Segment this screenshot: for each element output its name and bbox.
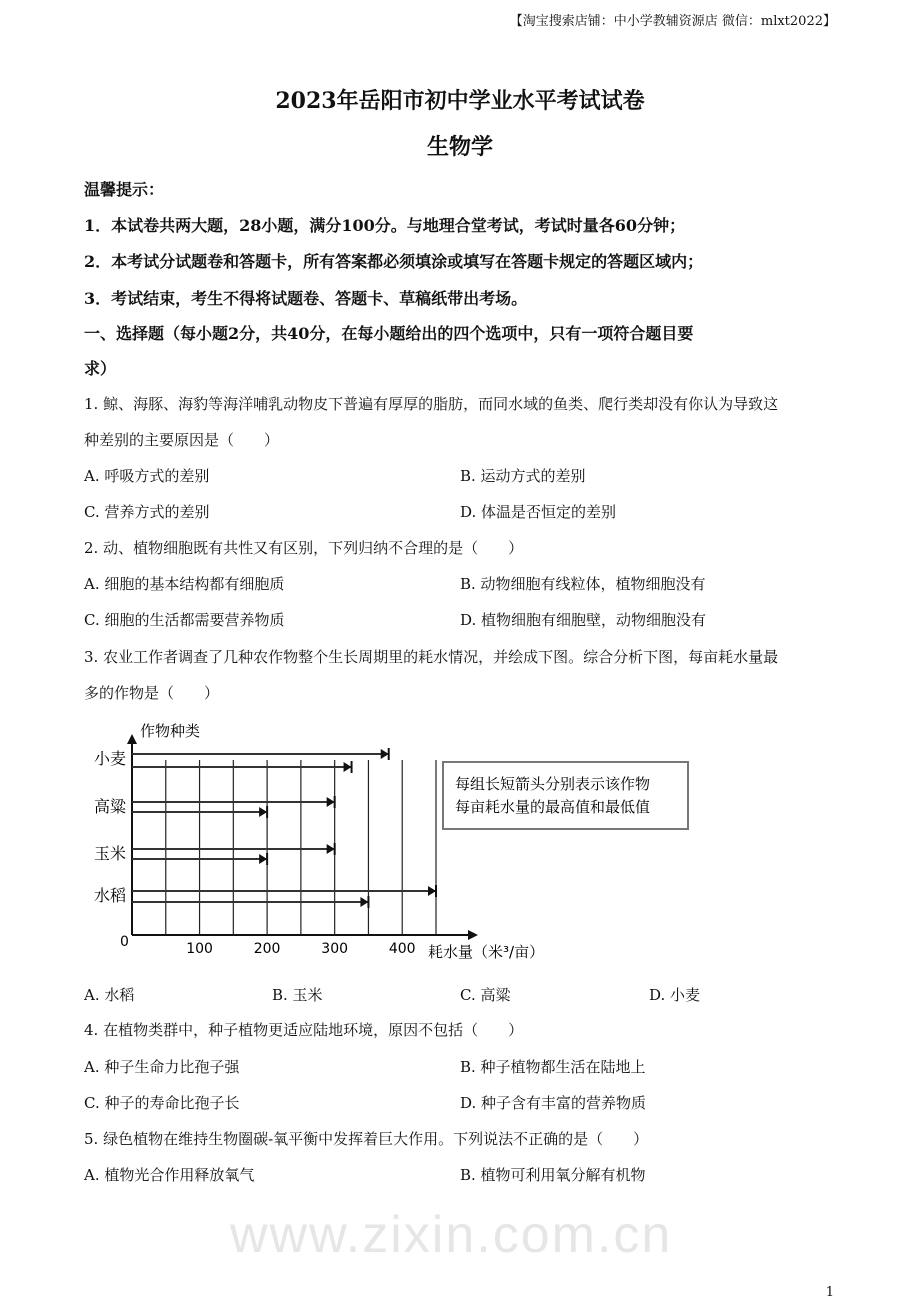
arrow-head-icon <box>381 749 389 759</box>
y-axis-label: 作物种类 <box>140 722 201 740</box>
water-consumption-chart <box>0 700 920 975</box>
tip-3: 3．考试结束，考生不得将试题卷、答题卡、草稿纸带出考场。 <box>84 289 528 308</box>
section-heading: 一、选择题（每小题2分，共40分，在每小题给出的四个选项中，只有一项符合题目要 <box>84 324 694 343</box>
arrow-head-icon <box>327 797 335 807</box>
q4-option-a: A. 种子生命力比孢子强 <box>84 1058 240 1076</box>
section-heading-cont: 求） <box>84 359 117 378</box>
q5-stem: 5. 绿色植物在维持生物圈碳-氧平衡中发挥着巨大作用。下列说法不正确的是（ ） <box>84 1130 649 1148</box>
watermark: www.zixin.com.cn <box>230 1206 673 1264</box>
origin-label: 0 <box>120 934 129 950</box>
q3-option-d: D. 小麦 <box>649 986 701 1004</box>
y-axis-arrow-icon <box>127 734 137 744</box>
q3-option-a: A. 水稻 <box>84 986 135 1004</box>
legend-text: 每组长短箭头分别表示该作物 <box>455 775 651 793</box>
q3-stem-cont: 多的作物是（ ） <box>84 684 220 702</box>
q5-option-b: B. 植物可利用氧分解有机物 <box>460 1166 646 1184</box>
q1-option-c: C. 营养方式的差别 <box>84 503 210 521</box>
arrow-head-icon <box>259 807 267 817</box>
q3-stem: 3. 农业工作者调查了几种农作物整个生长周期里的耗水情况，并绘成下图。综合分析下图，每亩耗水量最 <box>84 648 779 666</box>
arrow-head-icon <box>327 844 335 854</box>
legend-box <box>443 762 688 829</box>
q4-option-c: C. 种子的寿命比孢子长 <box>84 1094 240 1112</box>
q2-option-d: D. 植物细胞有细胞壁，动物细胞没有 <box>460 611 707 629</box>
category-label: 玉米 <box>94 844 127 863</box>
q5-option-a: A. 植物光合作用释放氧气 <box>84 1166 255 1184</box>
arrow-head-icon <box>344 762 352 772</box>
x-tick-label: 200 <box>253 941 281 957</box>
q4-option-d: D. 种子含有丰富的营养物质 <box>460 1094 647 1112</box>
legend-text: 每亩耗水量的最高值和最低值 <box>455 798 651 816</box>
tips-label: 温馨提示： <box>84 180 165 199</box>
page-number: 1 <box>825 1285 834 1300</box>
q2-option-c: C. 细胞的生活都需要营养物质 <box>84 611 285 629</box>
tip-1: 1．本试卷共两大题，28小题，满分100分。与地理合堂考试，考试时量各60分钟； <box>84 216 686 235</box>
q4-option-b: B. 种子植物都生活在陆地上 <box>460 1058 646 1076</box>
q2-stem: 2. 动、植物细胞既有共性又有区别，下列归纳不合理的是（ ） <box>84 539 524 557</box>
category-label: 高粱 <box>94 797 127 816</box>
arrow-head-icon <box>259 854 267 864</box>
x-tick-label: 100 <box>186 941 213 957</box>
x-tick-label: 300 <box>321 941 349 957</box>
category-label: 水稻 <box>94 886 127 905</box>
arrow-head-icon <box>428 886 436 896</box>
q3-option-c: C. 高粱 <box>460 986 511 1004</box>
q1-option-d: D. 体温是否恒定的差别 <box>460 503 617 521</box>
arrow-head-icon <box>360 897 368 907</box>
x-axis-label: 耗水量（米³/亩） <box>428 943 545 961</box>
q4-stem: 4. 在植物类群中，种子植物更适应陆地环境，原因不包括（ ） <box>84 1021 524 1039</box>
x-axis-arrow-icon <box>468 930 478 940</box>
header-note: 【淘宝搜索店铺：中小学教辅资源店 微信：mlxt2022】 <box>509 14 836 29</box>
exam-title: 2023年岳阳市初中学业水平考试试卷 <box>275 88 645 114</box>
category-label: 小麦 <box>94 749 127 768</box>
exam-subject: 生物学 <box>426 134 493 160</box>
q1-stem: 1. 鲸、海豚、海豹等海洋哺乳动物皮下普遍有厚厚的脂肪，而同水域的鱼类、爬行类却没有你认为导致这 <box>84 395 779 413</box>
q1-stem-cont: 种差别的主要原因是（ ） <box>84 431 280 449</box>
q2-option-a: A. 细胞的基本结构都有细胞质 <box>84 575 285 593</box>
q1-option-b: B. 运动方式的差别 <box>460 467 586 485</box>
x-tick-label: 400 <box>388 941 416 957</box>
q1-option-a: A. 呼吸方式的差别 <box>84 467 210 485</box>
q3-option-b: B. 玉米 <box>272 986 323 1004</box>
q2-option-b: B. 动物细胞有线粒体，植物细胞没有 <box>460 575 706 593</box>
tip-2: 2．本考试分试题卷和答题卡，所有答案都必须填涂或填写在答题卡规定的答题区域内； <box>84 252 704 271</box>
